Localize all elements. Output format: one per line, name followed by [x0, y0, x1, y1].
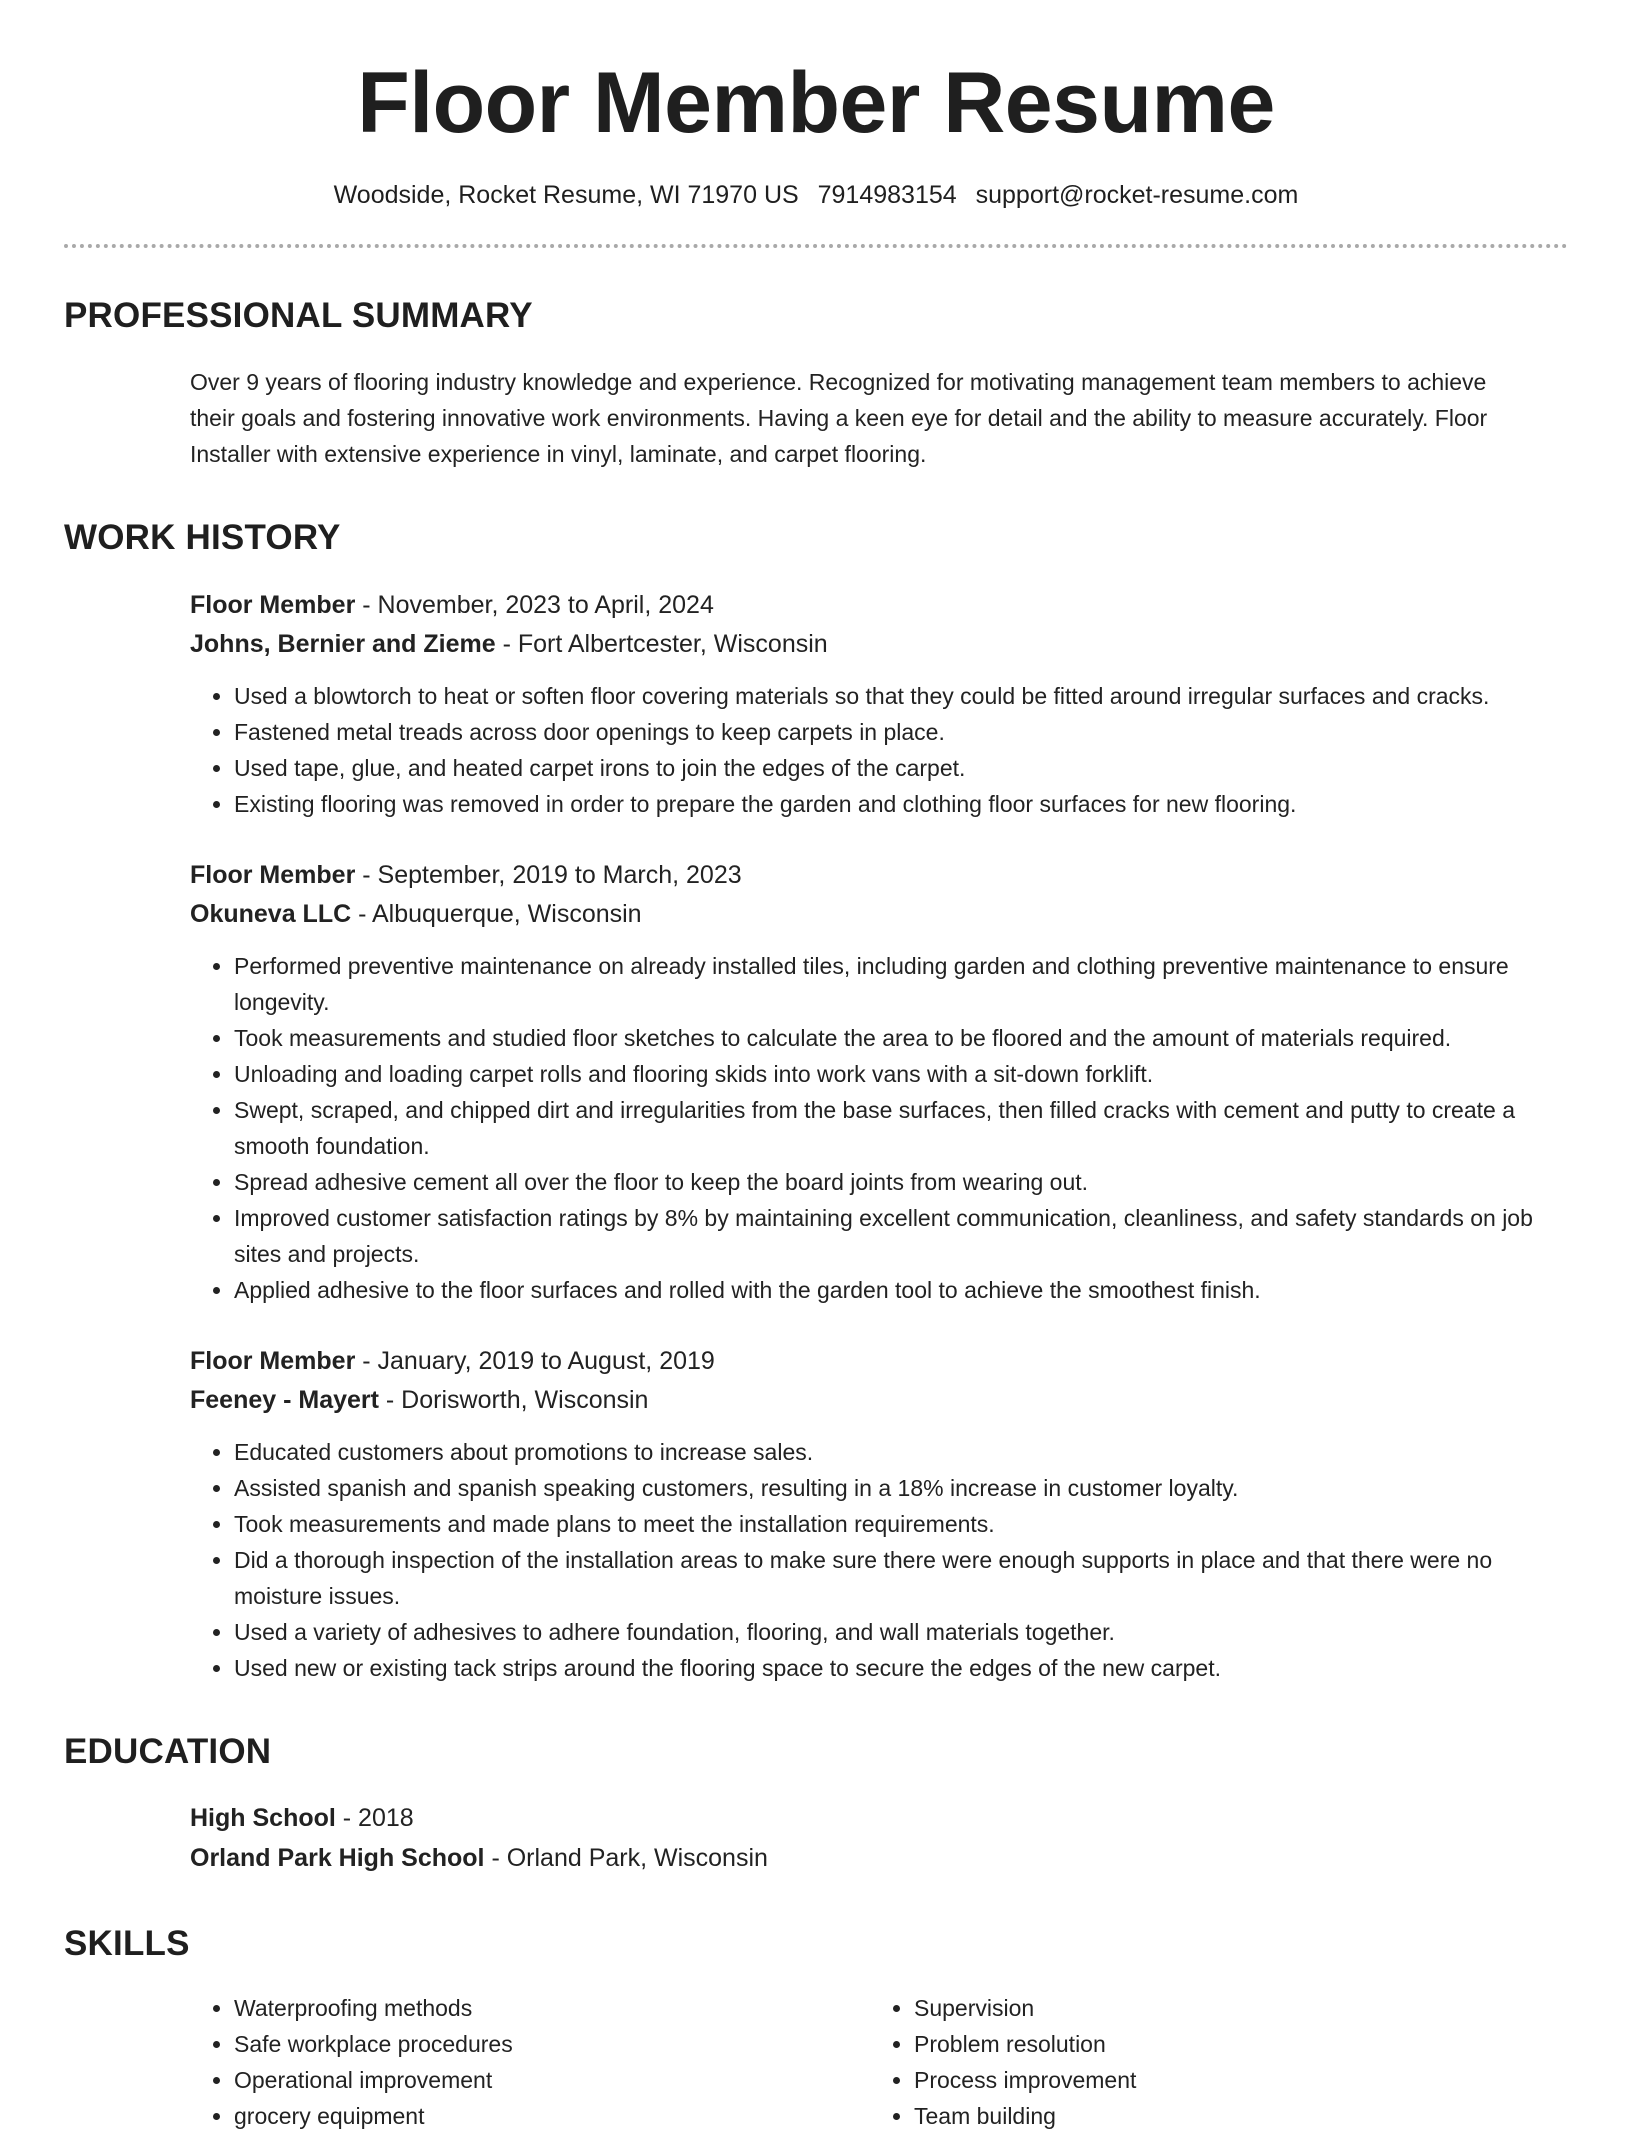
job-company: Feeney - Mayert — [190, 1386, 379, 1415]
education-degree: High School — [190, 1804, 336, 1833]
education-heading: EDUCATION — [64, 1732, 272, 1772]
skill-item: • Safe workplace procedures — [234, 2026, 870, 2062]
job-dates: - September, 2019 to March, 2023 — [355, 861, 742, 890]
job-bullet: • Used tape, glue, and heated carpet irons to join the edges of the carpet. — [234, 750, 1568, 786]
job-bullet: • Existing flooring was removed in order to prepare the garden and clothing floor surfaces for new flooring. — [234, 786, 1568, 822]
job-bullet: • Fastened metal treads across door openings to keep carpets in place. — [234, 714, 1568, 750]
skills-left-column — [190, 1990, 870, 2134]
job-bullets — [190, 948, 1568, 1308]
skill-item: • Supervision — [914, 1990, 1568, 2026]
job-bullet: • Improved customer satisfaction ratings by 8% by maintaining excellent communication, cleanliness, and safety standards on job sites and projects. — [234, 1200, 1568, 1272]
job-bullet: • Performed preventive maintenance on already installed tiles, including garden and clothing preventive maintenance to ensure longevity. — [234, 948, 1568, 1020]
skills-heading: SKILLS — [64, 1924, 190, 1964]
job-location: - Fort Albertcester, Wisconsin — [495, 630, 828, 659]
job-bullets — [190, 1434, 1568, 1686]
job-company-line — [190, 895, 1568, 934]
job-location: - Albuquerque, Wisconsin — [351, 900, 642, 929]
job-bullet: • Applied adhesive to the floor surfaces and rolled with the garden tool to achieve the smoothest finish. — [234, 1272, 1568, 1308]
job-bullet: • Swept, scraped, and chipped dirt and irregularities from the base surfaces, then filled cracks with cement and putty to create a smooth foundation. — [234, 1092, 1568, 1164]
job-location: - Dorisworth, Wisconsin — [378, 1386, 649, 1415]
work-history-heading: WORK HISTORY — [64, 518, 341, 558]
contact-email: support@rocket-resume.com — [975, 181, 1299, 210]
job-company: Johns, Bernier and Zieme — [190, 630, 496, 659]
contact-address: Woodside, Rocket Resume, WI 71970 US — [333, 181, 799, 210]
job-entry — [64, 1342, 1568, 1686]
education-school-line — [190, 1838, 1568, 1878]
job-bullet: • Spread adhesive cement all over the floor to keep the board joints from wearing out. — [234, 1164, 1568, 1200]
job-company: Okuneva LLC — [190, 900, 352, 929]
skills-grid — [64, 1990, 1568, 2134]
skill-item: • grocery equipment — [234, 2098, 870, 2134]
job-bullet: • Used new or existing tack strips around the flooring space to secure the edges of the new carpet. — [234, 1650, 1568, 1686]
job-bullet: • Did a thorough inspection of the installation areas to make sure there were enough supports in place and that there were no moisture issues. — [234, 1542, 1568, 1614]
job-company-line — [190, 1381, 1568, 1420]
education-entry — [64, 1798, 1568, 1878]
skill-item: • Process improvement — [914, 2062, 1568, 2098]
job-bullet: • Educated customers about promotions to increase sales. — [234, 1434, 1568, 1470]
job-title-line — [190, 586, 1568, 625]
skills-right-column — [870, 1990, 1568, 2134]
job-entry — [64, 586, 1568, 822]
job-dates: - November, 2023 to April, 2024 — [355, 591, 714, 620]
resume-title: Floor Member Resume — [357, 55, 1275, 151]
job-entry — [64, 856, 1568, 1308]
education-degree-line — [190, 1798, 1568, 1838]
job-bullet: • Used a blowtorch to heat or soften floor covering materials so that they could be fitted around irregular surfaces and cracks. — [234, 678, 1568, 714]
skill-item: • Problem resolution — [914, 2026, 1568, 2062]
skill-item: • Team building — [914, 2098, 1568, 2134]
skill-item: • Operational improvement — [234, 2062, 870, 2098]
job-title-line — [190, 856, 1568, 895]
job-bullet: • Took measurements and made plans to meet the installation requirements. — [234, 1506, 1568, 1542]
job-company-line — [190, 625, 1568, 664]
job-dates: - January, 2019 to August, 2019 — [355, 1347, 715, 1376]
education-year: - 2018 — [335, 1804, 414, 1833]
education-school: Orland Park High School — [190, 1844, 485, 1873]
contact-line — [64, 181, 1568, 210]
skill-item: • Waterproofing methods — [234, 1990, 870, 2026]
job-role: Floor Member — [190, 1347, 356, 1376]
job-role: Floor Member — [190, 861, 356, 890]
job-title-line — [190, 1342, 1568, 1381]
job-bullet: • Took measurements and studied floor sketches to calculate the area to be floored and the amount of materials required. — [234, 1020, 1568, 1056]
contact-phone: 7914983154 — [817, 181, 957, 210]
job-bullets — [190, 678, 1568, 822]
header-divider — [64, 244, 1568, 248]
job-role: Floor Member — [190, 591, 356, 620]
job-bullet: • Assisted spanish and spanish speaking customers, resulting in a 18% increase in customer loyalty. — [234, 1470, 1568, 1506]
job-bullet: • Unloading and loading carpet rolls and flooring skids into work vans with a sit-down forklift. — [234, 1056, 1568, 1092]
summary-text: Over 9 years of flooring industry knowledge and experience. Recognized for motivating management team members to achieve their goals and fostering innovative work environments. Having a keen eye for detail and the ability to measure accurately. Floor Installer with extensive experience in vinyl, laminate, and carpet flooring. — [190, 369, 1488, 468]
job-bullet: • Used a variety of adhesives to adhere foundation, flooring, and wall materials together. — [234, 1614, 1568, 1650]
education-location: - Orland Park, Wisconsin — [484, 1844, 768, 1873]
summary-heading: PROFESSIONAL SUMMARY — [64, 296, 533, 336]
